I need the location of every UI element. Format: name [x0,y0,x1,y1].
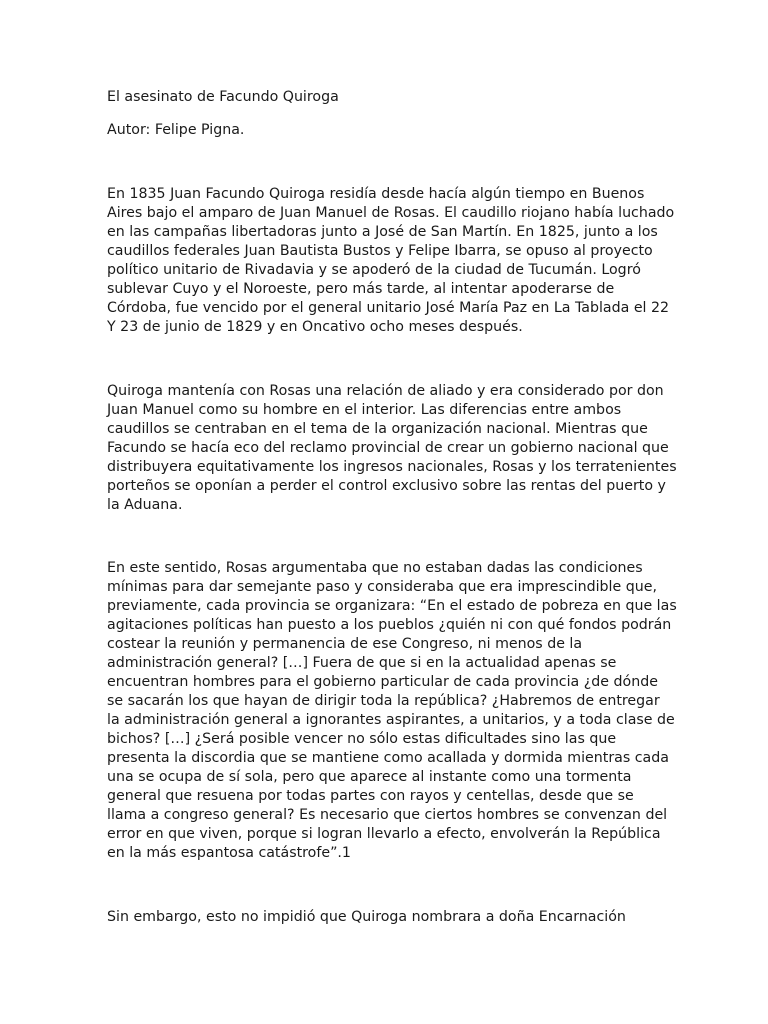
paragraph-line: Juan Manuel como su hombre en el interior. Las diferencias entre ambos [107,402,622,418]
paragraph-2 [107,382,677,515]
paragraph-line: la Aduana. [107,497,183,513]
paragraph-line: administración general? […] Fuera de que si en la actualidad apenas se [107,655,617,671]
paragraph-line: general que resuena por todas partes con rayos y centellas, desde que se [107,788,634,804]
paragraph-line: la administración general a ignorantes aspirantes, a unitarios, y a toda clase de [107,712,675,728]
document-page [107,88,677,925]
paragraph-1 [107,185,674,337]
paragraph-line: En este sentido, Rosas argumentaba que no estaban dadas las condiciones [107,560,643,576]
paragraph-line: caudillos se centraban en el tema de la organización nacional. Mientras que [107,421,648,437]
paragraph-line: Sin embargo, esto no impidió que Quiroga nombrara a doña Encarnación [107,909,626,925]
paragraph-line: mínimas para dar semejante paso y consideraba que era imprescindible que, [107,579,657,595]
document-author: Autor: Felipe Pigna. [107,122,245,138]
paragraph-line: llama a congreso general? Es necesario que ciertos hombres se convenzan del [107,807,668,823]
paragraph-line: distribuyera equitativamente los ingresos nacionales, Rosas y los terratenientes [107,459,677,475]
paragraph-line: En 1835 Juan Facundo Quiroga residía desde hacía algún tiempo en Buenos [107,186,645,202]
paragraph-line: Facundo se hacía eco del reclamo provincial de crear un gobierno nacional que [107,440,669,456]
paragraph-line: se sacarán los que hayan de dirigir toda la república? ¿Habremos de entregar [107,693,660,709]
paragraph-line: bichos? […] ¿Será posible vencer no sólo estas dificultades sino las que [107,731,617,747]
paragraph-line: agitaciones políticas han puesto a los pueblos ¿quién ni con qué fondos podrán [107,617,672,633]
paragraph-line: costear la reunión y permanencia de ese Congreso, ni menos de la [107,636,583,652]
paragraph-line: sublevar Cuyo y el Noroeste, pero más tarde, al intentar apoderarse de [107,281,615,297]
paragraph-line: presenta la discordia que se mantiene como acallada y dormida mientras cada [107,750,669,766]
paragraph-line: Córdoba, fue vencido por el general unitario José María Paz en La Tablada el 22 [107,300,670,316]
paragraph-line: Quiroga mantenía con Rosas una relación de aliado y era considerado por don [107,383,664,399]
paragraph-line: Aires bajo el amparo de Juan Manuel de Rosas. El caudillo riojano había luchado [107,205,675,221]
paragraph-3 [107,559,677,863]
paragraph-line: una se ocupa de sí sola, pero que aparece al instante como una tormenta [107,769,632,785]
paragraph-line: político unitario de Rivadavia y se apoderó de la ciudad de Tucumán. Logró [107,262,641,278]
paragraph-line: en las campañas libertadoras junto a José de San Martín. En 1825, junto a los [107,224,658,240]
paragraph-line: previamente, cada provincia se organizara: “En el estado de pobreza en que las [107,598,677,614]
paragraph-4 [107,908,626,927]
paragraph-line: porteños se oponían a perder el control exclusivo sobre las rentas del puerto y [107,478,666,494]
paragraph-line: caudillos federales Juan Bautista Bustos y Felipe Ibarra, se opuso al proyecto [107,243,653,259]
document-title: El asesinato de Facundo Quiroga [107,89,339,105]
paragraph-line: error en que viven, porque si logran llevarlo a efecto, envolverán la República [107,826,661,842]
paragraph-line: Y 23 de junio de 1829 y en Oncativo ocho meses después. [107,319,523,335]
paragraph-line: encuentran hombres para el gobierno particular de cada provincia ¿de dónde [107,674,658,690]
paragraph-line: en la más espantosa catástrofe”.1 [107,845,351,861]
